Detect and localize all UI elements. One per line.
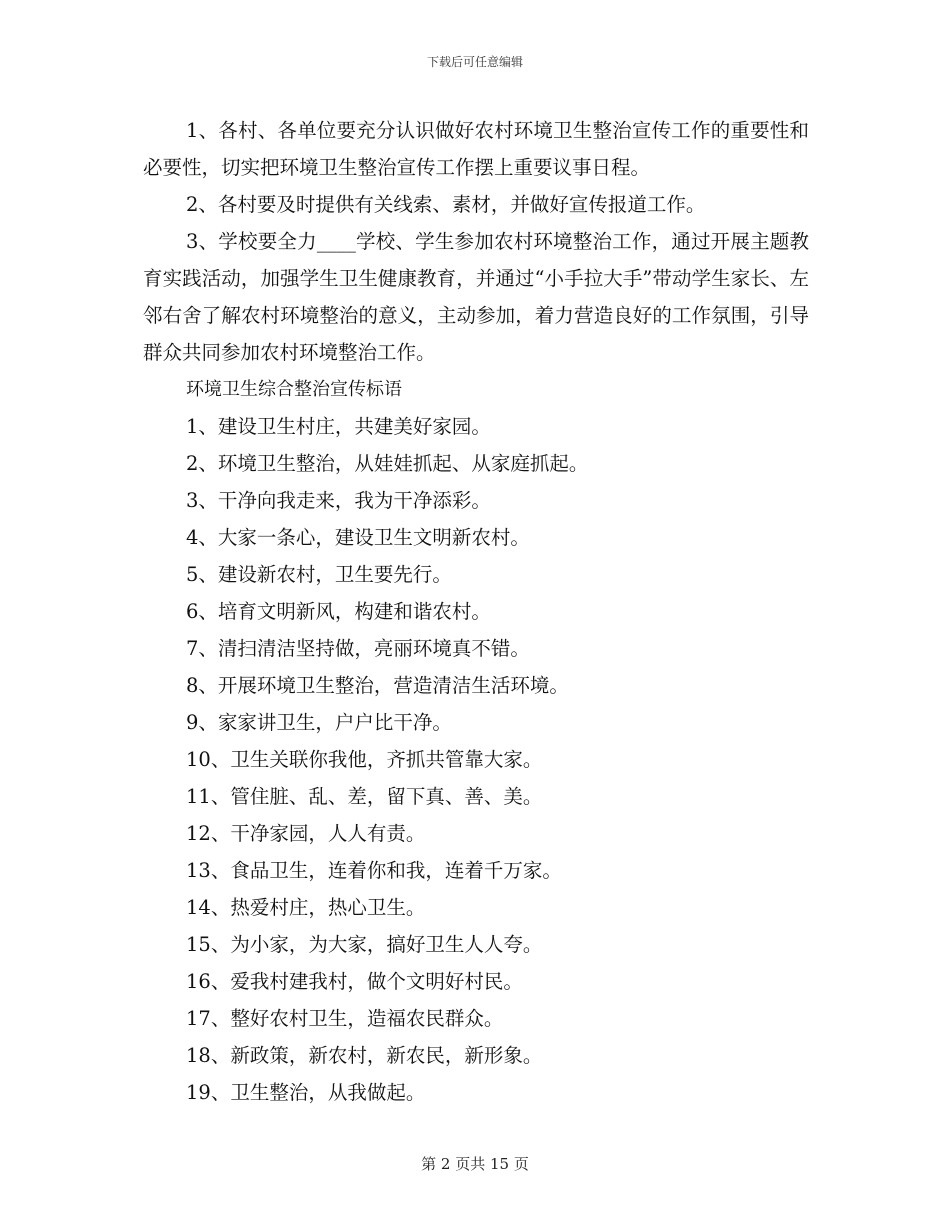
header-note: 下载后可任意编辑 (426, 55, 523, 69)
slogan-item: 9、家家讲卫生，户户比干净。 (186, 711, 452, 734)
slogan-item: 14、热爱村庄，热心卫生。 (186, 896, 426, 919)
slogan-item: 18、新政策，新农村，新农民，新形象。 (186, 1044, 543, 1067)
slogan-item: 7、清扫清洁坚持做，亮丽环境真不错。 (186, 637, 530, 660)
section-title: 环境卫生综合整治宣传标语 (186, 379, 402, 400)
slogan-item: 13、食品卫生，连着你和我，连着千万家。 (186, 859, 562, 882)
slogan-item: 6、培育文明新风，构建和谐农村。 (186, 600, 491, 623)
slogan-item: 19、卫生整治，从我做起。 (186, 1081, 426, 1104)
paragraph-2: 2、各村要及时提供有关线索、素材，并做好宣传报道工作。 (186, 193, 706, 216)
slogan-item: 1、建设卫生村庄，共建美好家园。 (186, 415, 491, 438)
slogan-item: 11、管住脏、乱、差，留下真、善、美。 (186, 785, 543, 808)
slogan-item: 16、爱我村建我村，做个文明好村民。 (186, 970, 523, 993)
slogan-item: 4、大家一条心，建设卫生文明新农村。 (186, 526, 530, 549)
paragraph-3: 3、学校要全力____学校、学生参加农村环境整治工作，通过开展主题教育实践活动，加强学生卫生健康教育，并通过“小手拉大手”带动学生家长、左邻右舍了解农村环境整治的意义，主动参加，着力营造良好的工作氛围，引导群众共同参加农村环境整治工作。 (143, 230, 809, 364)
slogan-item: 2、环境卫生整治，从娃娃抓起、从家庭抓起。 (186, 452, 589, 475)
slogan-item: 12、干净家园，人人有责。 (186, 822, 426, 845)
paragraph-1: 1、各村、各单位要充分认识做好农村环境卫生整治宣传工作的重要性和必要性，切实把环境卫生整治宣传工作摆上重要议事日程。 (143, 119, 809, 179)
slogan-item: 10、卫生关联你我他，齐抓共管靠大家。 (186, 748, 543, 771)
document-body (143, 112, 809, 1111)
slogan-item: 17、整好农村卫生，造福农民群众。 (186, 1007, 504, 1030)
page-number: 第 2 页共 15 页 (421, 1155, 529, 1173)
slogan-item: 3、干净向我走来，我为干净添彩。 (186, 489, 491, 512)
slogan-item: 8、开展环境卫生整治，营造清洁生活环境。 (186, 674, 569, 697)
slogan-item: 5、建设新农村，卫生要先行。 (186, 563, 452, 586)
slogan-list (143, 408, 809, 1111)
slogan-item: 15、为小家，为大家，搞好卫生人人夸。 (186, 933, 543, 956)
